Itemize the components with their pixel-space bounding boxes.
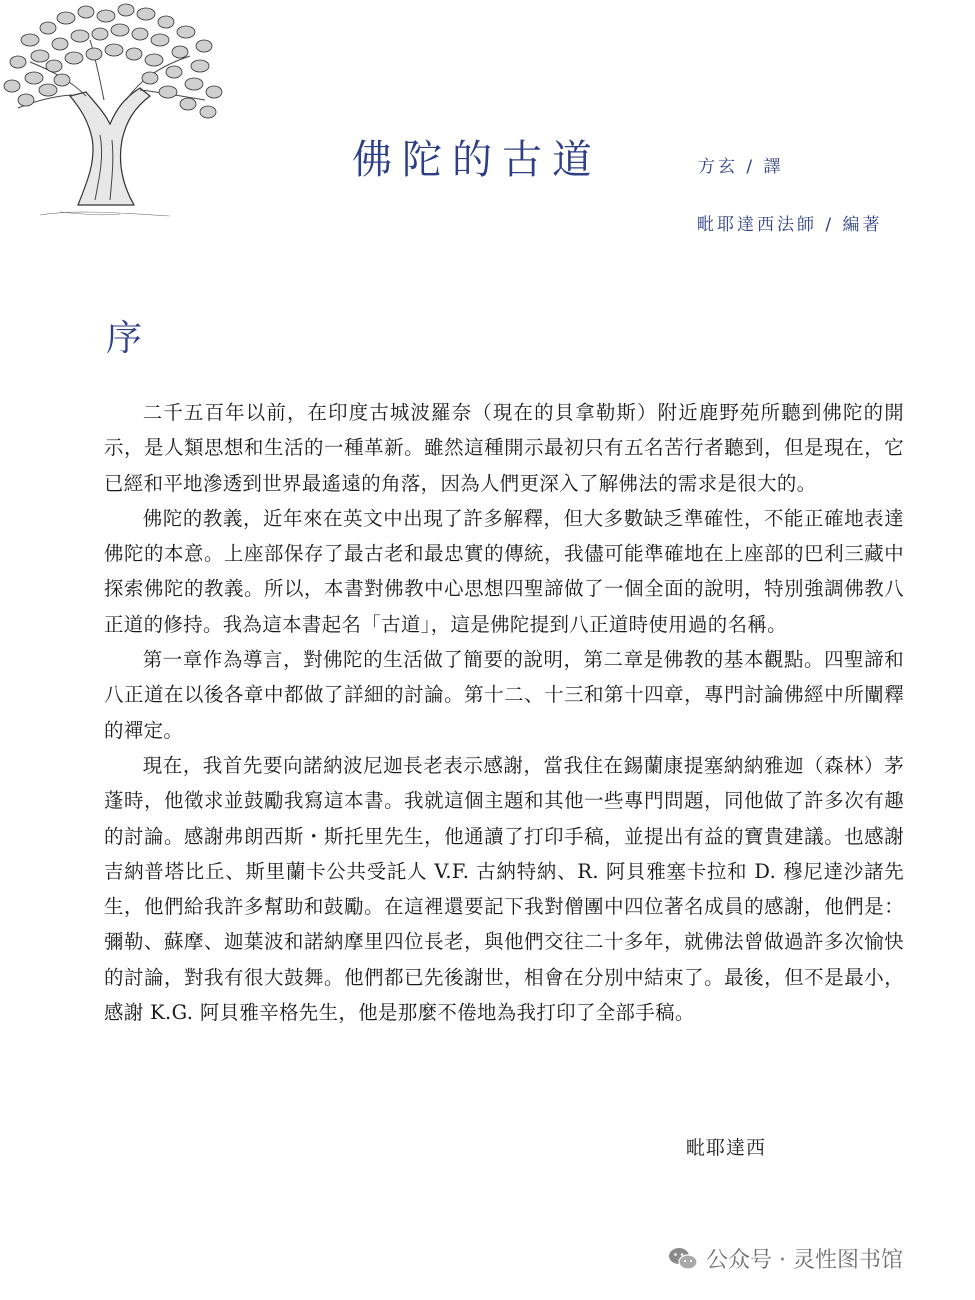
author-credit: 毗耶達西法師 / 編著 (697, 215, 883, 235)
wechat-icon (668, 1246, 698, 1272)
tree-illustration (0, 0, 230, 222)
preface-body (104, 395, 904, 1030)
preface-paragraph: 佛陀的教義，近年來在英文中出現了許多解釋，但大多數缺乏準確性，不能正確地表達佛陀的本意。上座部保存了最古老和最忠實的傳統，我儘可能準確地在上座部的巴利三藏中探索佛陀的教義。所以，本書對佛教中心思想四聖諦做了一個全面的說明，特別強調佛教八正道的修持。我為這本書起名「古道」，這是佛陀提到八正道時使用過的名稱。 (104, 506, 904, 636)
preface-paragraph: 現在，我首先要向諾納波尼迦長老表示感謝，當我住在錫蘭康提塞納納雅迦（森林）茅蓬時，他徵求並鼓勵我寫這本書。我就這個主題和其他一些專門問題，同他做了許多次有趣的討論。感謝弗朗西斯・斯托里先生，他通讀了打印手稿，並提出有益的寶貴建議。也感謝吉納普塔比丘、斯里蘭卡公共受託人 V.F. 古納特納、R. 阿貝雅塞卡拉和 D. 穆尼達沙諸先生，他們給我許多幫助和鼓勵。在這裡還要記下我對僧團中四位著名成員的感謝，他們是：彌勒、蘇摩、迦葉波和諾納摩里四位長老，與他們交往二十多年，就佛法曾做過許多次愉快的討論，對我有很大鼓舞。他們都已先後謝世，相會在分別中結束了。最後，但不是最小，感謝 K.G. 阿貝雅辛格先生，他是那麼不倦地為我打印了全部手稿。 (104, 753, 904, 1025)
preface-heading: 序 (106, 318, 143, 359)
preface-paragraph: 第一章作為導言，對佛陀的生活做了簡要的說明，第二章是佛教的基本觀點。四聖諦和八正道在以後各章中都做了詳細的討論。第十二、十三和第十四章，專門討論佛經中所闡釋的禪定。 (104, 648, 904, 742)
watermark (668, 1243, 903, 1274)
translator-credit: 方玄 / 譯 (698, 157, 784, 177)
book-title: 佛陀的古道 (352, 137, 602, 183)
watermark-text: 公众号 · 灵性图书馆 (706, 1248, 903, 1273)
signature: 毗耶達西 (686, 1137, 767, 1159)
preface-paragraph: 二千五百年以前，在印度古城波羅奈（現在的貝拿勒斯）附近鹿野苑所聽到佛陀的開示，是人類思想和生活的一種革新。雖然這種開示最初只有五名苦行者聽到，但是現在，它已經和平地滲透到世界最遙遠的角落，因為人們更深入了解佛法的需求是很大的。 (104, 401, 904, 495)
